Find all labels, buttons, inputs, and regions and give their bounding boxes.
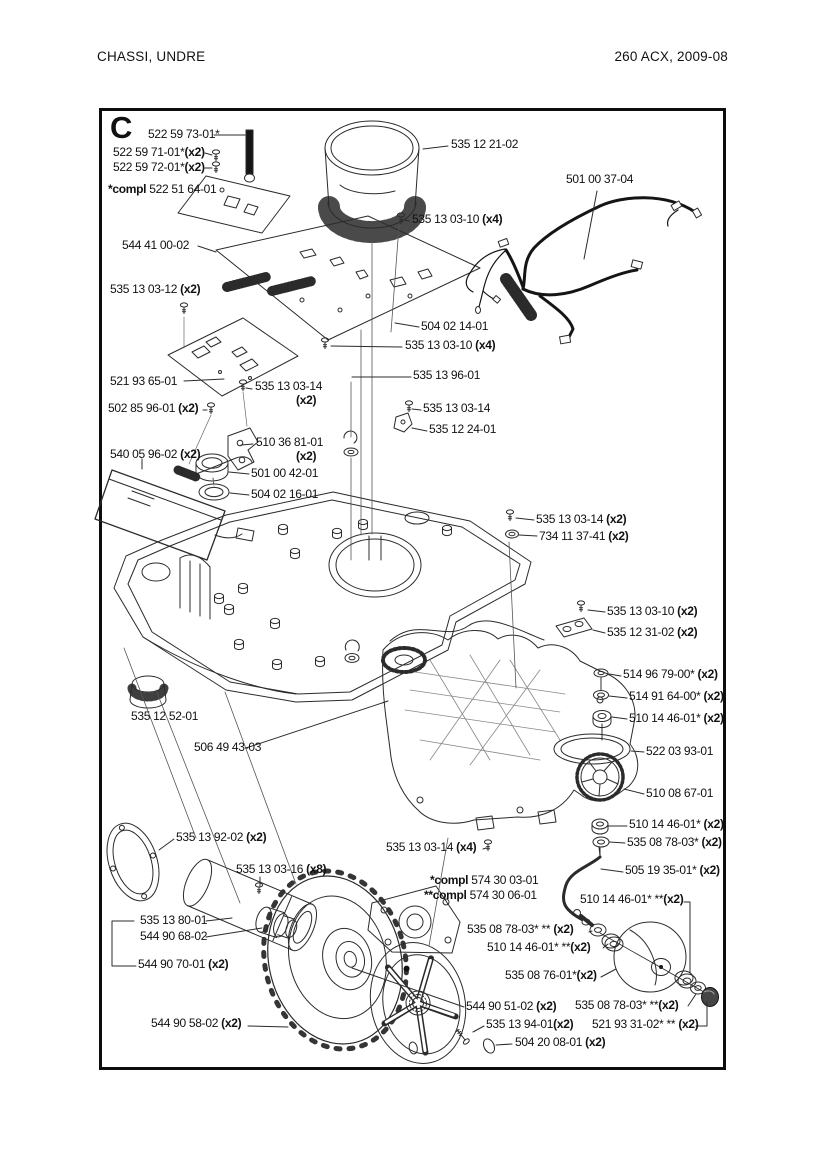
leader-535-08-78-03-c: [688, 994, 696, 1006]
leader-510-14-46-01-a: [612, 717, 627, 719]
leader-504-20-08-01: [496, 1044, 512, 1045]
section-letter: C: [110, 110, 133, 145]
leader-506-49-43-03: [246, 701, 388, 748]
lower-chassis: [383, 601, 638, 856]
part-label-544-90-70-01: 544 90 70-01 (x2): [138, 957, 229, 971]
model-revision: 260 ACX, 2009-08: [614, 49, 728, 64]
part-label-535-13-03-14-x2-r: 535 13 03-14 (x2): [536, 512, 627, 526]
part-label-535-12-31-02: 535 12 31-02 (x2): [607, 625, 698, 639]
part-label-535-13-03-14-x4: 535 13 03-14 (x4): [386, 840, 477, 854]
part-label-521-93-31-02: 521 93 31-02* ** (x2): [592, 1017, 699, 1031]
part-label-535-13-03-14-b: 535 13 03-14: [423, 401, 491, 415]
leader-535-13-03-14-x2-r: [516, 518, 534, 520]
part-label-510-14-46-01-c: 510 14 46-01* **(x2): [580, 892, 684, 906]
leader-505-19-35-01: [601, 869, 623, 872]
part-label-510-36-81-01-2: (x2): [296, 449, 317, 463]
leader-lines: [112, 135, 707, 1045]
leader-535-08-78-03-a: [609, 842, 625, 843]
leader-544-90-58-02: [248, 1026, 288, 1027]
part-label-522-03-93-01: 522 03 93-01: [646, 744, 714, 758]
leader-535-13-80-01: [206, 918, 232, 921]
leader-535-12-21-02: [423, 146, 448, 149]
part-label-540-05-96-02: 540 05 96-02 (x2): [110, 447, 201, 461]
leader-535-12-31-02: [593, 630, 605, 633]
bracket-535-12-24-01: [394, 401, 413, 432]
screw-cap: [481, 1037, 496, 1055]
part-label-535-13-03-10-x4-b: 535 13 03-10 (x4): [405, 338, 496, 352]
part-label-510-14-46-01-b: 510 14 46-01* (x2): [629, 817, 724, 831]
cable-hooks: [344, 431, 359, 662]
leader-501-00-37-04: [584, 191, 597, 259]
part-label-535-13-03-10-x4-a: 535 13 03-10 (x4): [412, 212, 503, 226]
part-label-522-59-72-01: 522 59 72-01*(x2): [113, 160, 205, 174]
leader-535-13-03-10-x4-b: [331, 346, 402, 347]
part-label-514-96-79-00: 514 96 79-00* (x2): [623, 667, 718, 681]
part-label-535-13-94-01: 535 13 94-01(x2): [486, 1017, 574, 1031]
part-label-522-59-71-01: 522 59 71-01*(x2): [113, 145, 205, 159]
leader-535-13-03-14-x4: [483, 848, 486, 849]
part-label-535-13-03-10-x2: 535 13 03-10 (x2): [607, 604, 698, 618]
part-label-506-49-43-03: 506 49 43-03: [194, 740, 262, 754]
part-label-535-08-78-03-a: 535 08 78-03* (x2): [627, 835, 722, 849]
part-label-514-91-64-00: 514 91 64-00* (x2): [629, 689, 724, 703]
charging-socket-cap: [196, 454, 229, 500]
leader-504-02-16-01: [230, 493, 249, 495]
part-label-535-12-52-01: 535 12 52-01: [131, 709, 199, 723]
part-label-510-08-67-01: 510 08 67-01: [646, 786, 714, 800]
upper-chassis: [114, 492, 531, 702]
part-label-535-12-21-02: 535 12 21-02: [451, 137, 519, 151]
part-label-535-13-03-16: 535 13 03-16 (x8): [236, 862, 327, 876]
part-label-544-90-58-02: 544 90 58-02 (x2): [151, 1016, 242, 1030]
leader-535-13-03-14-x2-mid: [246, 388, 252, 389]
leader-504-02-14-01: [395, 323, 419, 327]
leader-510-08-67-01: [624, 789, 644, 794]
leader-544-41-00-02: [198, 246, 216, 252]
part-label-521-93-65-01: 521 93 65-01: [110, 374, 178, 388]
part-label-510-36-81-01: 510 36 81-01: [256, 435, 324, 449]
part-label-compl-574-30-06-01: **compl 574 30 06-01: [424, 888, 537, 902]
part-label-535-13-96-01: 535 13 96-01: [413, 368, 481, 382]
leader-535-08-76-01: [601, 969, 616, 977]
leader-544-90-68-02: [206, 928, 262, 937]
part-label-compl-574-30-03-01: *compl 574 30 03-01: [430, 873, 539, 887]
leader-535-13-03-14-b: [412, 409, 421, 410]
part-label-504-02-14-01: 504 02 14-01: [421, 319, 489, 333]
part-label-501-00-42-01: 501 00 42-01: [251, 466, 319, 480]
leader-535-13-03-10-x2: [588, 610, 605, 612]
part-label-535-12-24-01: 535 12 24-01: [429, 422, 497, 436]
leader-535-13-92-02: [159, 839, 174, 850]
part-label-504-02-16-01: 504 02 16-01: [251, 487, 319, 501]
part-label-compl-522-51-64-01: *compl 522 51 64-01: [108, 182, 217, 196]
part-label-510-14-46-01-a: 510 14 46-01* (x2): [629, 711, 724, 725]
part-label-535-13-03-14-x2-mid-2: (x2): [296, 393, 317, 407]
leader-734-11-37-41: [519, 535, 537, 536]
part-label-510-14-46-01-d: 510 14 46-01* **(x2): [487, 940, 591, 954]
part-label-535-13-92-02: 535 13 92-02 (x2): [176, 830, 267, 844]
leader-535-08-78-03-b: [589, 931, 592, 932]
leader-501-00-42-01: [229, 472, 249, 474]
leader-514-91-64-00: [609, 696, 627, 698]
bracket-510-36-81-01: [228, 428, 258, 470]
part-label-535-08-78-03-b: 535 08 78-03* ** (x2): [467, 922, 574, 936]
part-label-544-41-00-02: 544 41 00-02: [122, 238, 190, 252]
part-label-544-90-51-02: 544 90 51-02 (x2): [466, 999, 557, 1013]
part-label-535-08-76-01: 535 08 76-01*(x2): [505, 968, 597, 982]
leader-521-93-65-01: [184, 379, 224, 381]
gasket: [98, 817, 168, 908]
part-label-502-85-96-01: 502 85 96-01 (x2): [108, 401, 199, 415]
leader-522-03-93-01: [631, 751, 644, 752]
rubber-plug-cap: [130, 676, 166, 708]
part-label-544-90-68-02: 544 90 68-02: [140, 929, 208, 943]
part-label-535-13-03-14-x2-mid: 535 13 03-14: [255, 379, 323, 393]
part-label-522-59-73-01: 522 59 73-01*: [148, 127, 220, 141]
battery-pack: [95, 470, 254, 560]
part-label-734-11-37-41: 734 11 37-41 (x2): [539, 529, 629, 543]
part-label-535-13-80-01: 535 13 80-01: [140, 913, 208, 927]
part-label-535-13-03-12: 535 13 03-12 (x2): [110, 282, 201, 296]
leader-510-14-46-01-c: [684, 902, 690, 973]
part-label-535-08-78-03-c: 535 08 78-03* **(x2): [575, 998, 679, 1012]
leader-535-13-94-01: [473, 1026, 484, 1032]
leader-522-59-71-01: [205, 153, 212, 155]
part-label-501-00-37-04: 501 00 37-04: [566, 172, 634, 186]
part-label-505-19-35-01: 505 19 35-01* (x2): [625, 863, 720, 877]
leader-535-12-24-01: [412, 428, 427, 431]
drum-part: [325, 121, 419, 232]
page-title: CHASSI, UNDRE: [97, 49, 206, 64]
washer-734-11-37-41: [506, 530, 519, 538]
part-label-504-20-08-01: 504 20 08-01 (x2): [515, 1035, 606, 1049]
leader-544-90-70-01: [112, 921, 136, 966]
wheel-cover: [359, 934, 476, 1073]
